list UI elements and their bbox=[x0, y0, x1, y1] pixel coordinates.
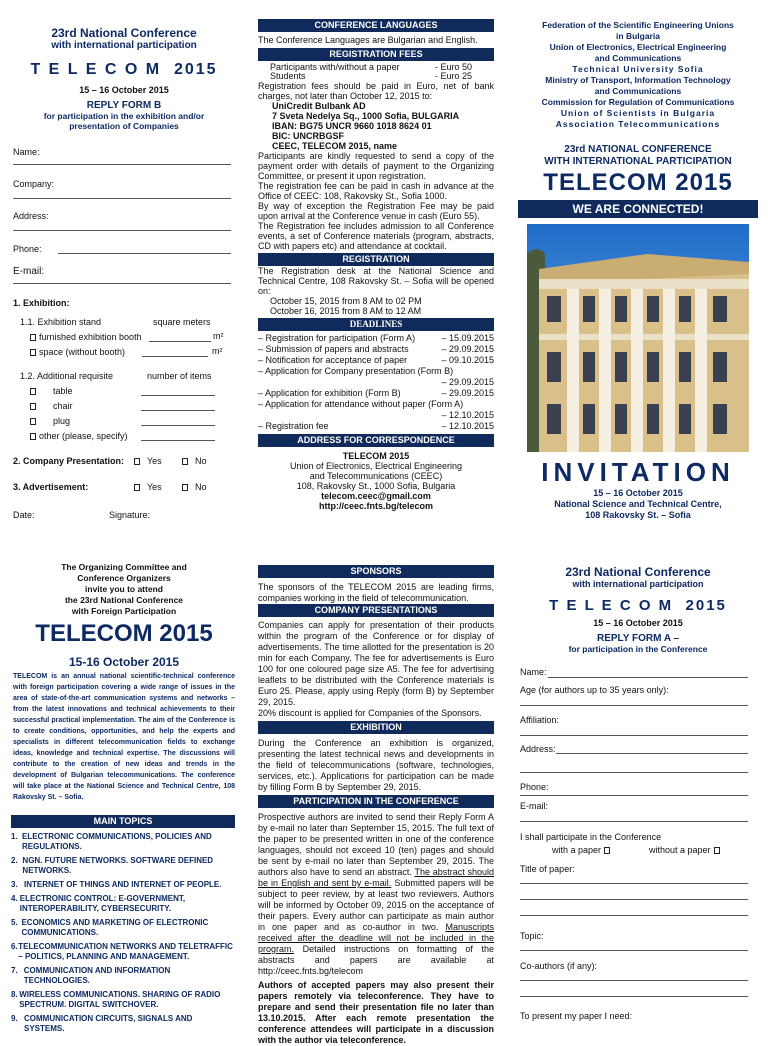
intro-text-lead: TELECOM bbox=[13, 673, 48, 680]
deadline-date: – 29.09.2015 bbox=[441, 344, 494, 354]
furnished-line[interactable] bbox=[149, 341, 211, 342]
deadline-label: – Submission of papers and abstracts bbox=[258, 344, 409, 354]
organizer: Union of Electronics, Electrical Engineering bbox=[549, 42, 727, 52]
yes-label: Yes bbox=[147, 456, 162, 466]
deadline-date: – 29.09.2015 bbox=[441, 377, 494, 387]
form-b-signature: Signature: bbox=[109, 510, 151, 520]
form-b-email-label: E-mail: bbox=[13, 266, 45, 277]
deadlines-header: DEADLINES bbox=[258, 318, 494, 331]
form-b-phone-line[interactable] bbox=[58, 253, 231, 254]
presentation-no-checkbox[interactable] bbox=[182, 458, 188, 465]
deadline-row bbox=[258, 421, 494, 432]
exhibition-text: During the Conference an exhibition is organized, presenting the latest technical news and developments in the field of telecommunications (software, technologies, services, etc.). Applications for participation can be made by filling Form B by September 29, 2015. bbox=[258, 738, 494, 792]
form-b-description: for participation in the exhibition and/or presentation of Companies bbox=[43, 111, 205, 131]
invitation-address: 108 Rakovsky St. – Sofia bbox=[585, 510, 691, 520]
form-a-reply: REPLY FORM A – bbox=[596, 633, 680, 644]
invite-line: invite you to attend bbox=[85, 584, 163, 594]
advert-no-checkbox[interactable] bbox=[182, 484, 188, 491]
form-a-coauthors-line-2[interactable] bbox=[520, 996, 748, 997]
topic-text: ELECTRONIC COMMUNICATIONS, POLICIES AND REGULATIONS. bbox=[22, 832, 212, 851]
cover-title bbox=[518, 144, 758, 168]
participation-text-2: Submitted papers will be subject to peer review, by at least two reviewers. Authors will be informed by October 09, 2015 on the acceptance of their papers. Every author can participate as main author in one paper and as co-author in two. bbox=[258, 878, 494, 932]
form-a-topic-label: Topic: bbox=[520, 931, 544, 941]
requisite-table[interactable] bbox=[30, 386, 73, 397]
form-a-age-label: Age (for authors up to 35 years only): bbox=[520, 685, 669, 695]
form-b-space[interactable] bbox=[30, 347, 125, 358]
form-a-title: 23rd National Conference bbox=[565, 565, 711, 579]
address-line: and Telecommunications (CEEC) bbox=[309, 471, 443, 481]
cover-title-line: WITH INTERNATIONAL PARTICIPATION bbox=[544, 156, 732, 167]
form-a-coauthors-label: Co-authors (if any): bbox=[520, 961, 598, 971]
deadline-row bbox=[258, 366, 494, 377]
space-label: space (without booth) bbox=[39, 347, 126, 357]
deadline-row bbox=[258, 333, 494, 344]
company-presentations-text: Companies can apply for presentation of their products within the program of the Conference or for display of advertisements. The time allotted for the presentation is 20 min for each Company. The fee for advertisements is Euro 100 for one coloured page size A5. The fee for advertising leaflets to be distributed with the Conference materials is Euro 25. Please, apply using Reply (form B) by September 29, 2015. bbox=[258, 620, 494, 707]
form-a-title-line-3[interactable] bbox=[520, 915, 748, 916]
invite-line: with Foreign Participation bbox=[71, 606, 177, 616]
lang-header: CONFERENCE LANGUAGES bbox=[258, 19, 494, 32]
bank-reference: CEEC, TELECOM 2015, name bbox=[272, 141, 398, 151]
email-link[interactable]: telecom.ceec@gmail.com bbox=[321, 491, 431, 501]
form-b-items: number of items bbox=[147, 371, 212, 381]
deadline-date: – 09.10.2015 bbox=[441, 355, 494, 365]
topic-text: ELECTRONIC CONTROL: E-GOVERNMENT, INTEROPERABILITY, CYBERSECURITY. bbox=[19, 894, 186, 913]
form-a-description: for participation in the Conference bbox=[568, 644, 708, 654]
fees-paragraph-5: The Registration fee includes admission to all Conference events, a set of Conference materials (program, abstracts, CD with papers etc) and attendance at cocktail. bbox=[258, 221, 494, 251]
deadline-date: – 12.10.2015 bbox=[441, 410, 494, 420]
invitation-dates: 15 – 16 October 2015 bbox=[593, 488, 683, 498]
form-a-present-label: To present my paper I need: bbox=[520, 1011, 633, 1021]
organizer: Ministry of Transport, Information Technology bbox=[545, 75, 731, 85]
intro-dates: 15-16 October 2015 bbox=[68, 655, 180, 669]
fee-row-2 bbox=[258, 72, 494, 81]
topic-text: NGN. FUTURE NETWORKS. SOFTWARE DEFINED NETWORKS. bbox=[22, 856, 214, 875]
address-header: ADDRESS FOR CORRESPONDENCE bbox=[258, 434, 494, 447]
form-b-telecom: T E L E C O M 2015 bbox=[30, 61, 218, 78]
fees-header: REGISTRATION FEES bbox=[258, 48, 494, 61]
topic-item: 2. NGN. FUTURE NETWORKS. SOFTWARE DEFINED NETWORKS. bbox=[11, 856, 235, 876]
plug-label: plug bbox=[53, 416, 71, 426]
topic-item: 9. COMMUNICATION CIRCUITS, SIGNALS AND SYSTEMS. bbox=[11, 1014, 235, 1034]
form-a-phone-label: Phone: bbox=[520, 782, 549, 792]
fee1-label: Participants with/without a paper bbox=[270, 62, 400, 72]
address-line: Union of Electronics, Electrical Engineering bbox=[289, 461, 463, 471]
furnished-checkbox[interactable] bbox=[30, 334, 36, 341]
no-label: No bbox=[195, 482, 207, 492]
form-a-title-label: Title of paper: bbox=[520, 864, 575, 874]
form-a-age-line[interactable] bbox=[520, 705, 748, 706]
registration-day-1: October 15, 2015 from 8 AM to 02 PM bbox=[270, 296, 422, 306]
topic-text: WIRELESS COMMUNICATIONS. SHARING OF RADIO SPECTRUM. DIGITAL SWITCHOVER. bbox=[19, 990, 221, 1009]
bank-address: 7 Sveta Nedelya Sq., 1000 Sofia, BULGARIA bbox=[272, 111, 460, 121]
registration-day-2: October 16, 2015 from 8 AM to 12 AM bbox=[270, 306, 422, 316]
sponsors-header: SPONSORS bbox=[258, 565, 494, 578]
presentation-yes[interactable] bbox=[134, 456, 162, 467]
requisite-chair[interactable] bbox=[30, 401, 73, 412]
form-a-address-line[interactable] bbox=[556, 753, 748, 754]
form-a-address-label: Address: bbox=[520, 744, 556, 754]
invitation-title: INVITATION bbox=[541, 457, 735, 487]
deadline-row bbox=[258, 399, 494, 410]
deadline-label: – Application for exhibition (Form B) bbox=[258, 388, 401, 398]
lang-text: The Conference Languages are Bulgarian and English. bbox=[258, 35, 478, 45]
with-paper-label: with a paper bbox=[552, 845, 602, 855]
form-b-company-label: Company: bbox=[13, 179, 55, 189]
intro-text bbox=[13, 671, 235, 803]
abstract-note: The abstract should be in English and sent by e-mail. bbox=[258, 867, 494, 888]
invite-line: the 23rd National Conference bbox=[64, 595, 184, 605]
deadline-row bbox=[258, 344, 494, 355]
form-b-title: 23rd National Conference bbox=[51, 26, 197, 40]
form-b-furnished[interactable] bbox=[30, 332, 142, 343]
form-a-header bbox=[518, 565, 758, 654]
form-a-telecom: T E L E C O M 2015 bbox=[549, 597, 727, 614]
other-checkbox[interactable] bbox=[30, 433, 36, 440]
cover-telecom: TELECOM 2015 bbox=[543, 169, 733, 196]
fees-paragraph-3: The registration fee can be paid in cash in advance at the Office of CEEC: 108, Rakovsky St., Sofia 1000. bbox=[258, 181, 494, 201]
fee2-label: Students bbox=[270, 71, 306, 81]
website-link[interactable]: http://ceec.fnts.bg/telecom bbox=[318, 501, 434, 511]
form-b-advert: 3. Advertisement: bbox=[13, 482, 89, 492]
other-label: other (please, specify) bbox=[39, 431, 128, 441]
form-b-subtitle: with international participation bbox=[51, 40, 197, 51]
sponsor-discount: 20% discount is applied for Companies of the Sponsors. bbox=[258, 708, 482, 718]
organizers-list bbox=[518, 20, 758, 130]
deadline-row bbox=[258, 388, 494, 399]
table-label: table bbox=[53, 386, 73, 396]
table-checkbox[interactable] bbox=[30, 388, 36, 395]
topic-item: 8. WIRELESS COMMUNICATIONS. SHARING OF RADIO SPECTRUM. DIGITAL SWITCHOVER. bbox=[11, 990, 235, 1010]
form-a-email-line[interactable] bbox=[520, 821, 748, 822]
form-a-name-line[interactable] bbox=[548, 677, 748, 678]
topic-item: 1. ELECTRONIC COMMUNICATIONS, POLICIES AND REGULATIONS. bbox=[11, 832, 235, 852]
registration-header: REGISTRATION bbox=[258, 253, 494, 266]
participation-text-3: Detailed instructions on formatting of the abstracts and papers are available at http://ceec.fnts.bg/telecom bbox=[258, 944, 494, 976]
invitation-venue: National Science and Technical Centre, bbox=[554, 499, 722, 509]
without-paper-checkbox[interactable] bbox=[714, 847, 720, 854]
requisite-plug[interactable] bbox=[30, 416, 70, 427]
organizer: Technical University Sofia bbox=[572, 64, 704, 74]
chair-checkbox[interactable] bbox=[30, 403, 36, 410]
topic-item: 4. ELECTRONIC CONTROL: E-GOVERNMENT, INTEROPERABILITY, CYBERSECURITY. bbox=[11, 894, 235, 914]
topic-item: 6. TELECOMMUNICATION NETWORKS AND TELETRAFFIC – POLITICS, PLANNING AND MANAGEMENT. bbox=[11, 942, 235, 962]
deadline-date: – 15.09.2015 bbox=[441, 333, 494, 343]
remote-presentation-text: Authors of accepted papers may also present their papers remotely via teleconference. They have to prepare and send their presentation file no later than 13.10.2015. After each remote presentation the conference attendees will participate in a discussion with the author via teleconference. bbox=[258, 980, 494, 1045]
other-line[interactable] bbox=[141, 440, 215, 441]
participation-header: PARTICIPATION IN THE CONFERENCE bbox=[258, 795, 494, 808]
invite-line: Conference Organizers bbox=[77, 573, 171, 583]
address-line: 108, Rakovsky St., 1000 Sofia, Bulgaria bbox=[296, 481, 456, 491]
presentation-yes-checkbox[interactable] bbox=[134, 458, 140, 465]
form-a-participate: I shall participate in the Conference bbox=[520, 832, 662, 842]
form-a-subtitle: with international participation bbox=[572, 579, 704, 589]
table-line[interactable] bbox=[141, 395, 215, 396]
registration-text: The Registration desk at the National Science and Technical Centre, 108 Rakovsky St. – Sofia will be opened on: bbox=[258, 266, 494, 296]
organizer: Union of Scientists in Bulgaria bbox=[560, 108, 716, 118]
form-a-email-label: E-mail: bbox=[520, 801, 549, 811]
fees-paragraph-2: Participants are kindly requested to send a copy of the payment order with details of payment to the Organizing Committee, or present it upon registration. bbox=[258, 151, 494, 181]
company-presentations-header: COMPANY PRESENTATIONS bbox=[258, 604, 494, 617]
invite-line: The Organizing Committee and bbox=[61, 562, 187, 572]
with-paper-checkbox[interactable] bbox=[604, 847, 610, 854]
topic-text: COMMUNICATION AND INFORMATION TECHNOLOGIES. bbox=[23, 966, 171, 985]
form-a-affiliation-line[interactable] bbox=[520, 735, 748, 736]
form-b-presentation: 2. Company Presentation: bbox=[13, 456, 125, 466]
bank-iban: IBAN: BG75 UNCR 9660 1018 8624 01 bbox=[272, 121, 432, 131]
form-a-title-line-1[interactable] bbox=[520, 883, 748, 884]
form-b-address-line[interactable] bbox=[13, 230, 231, 231]
organizer: Association Telecommunications bbox=[555, 119, 721, 129]
intro-text-body: is an annual national scientific-technical conference with foreign participation covering a wide range of issues in the area of state-of-the-art communication systems and networks – from the latest innovations and technical achievements to their successful practical implementation. The aim of the Conference is to create conditions, opportunities, and help the experts and specialists in different telecommunication fields to exchange ideas, knowledge and technical expertise. The discussions will contribute to the creation of new ideas and trends in the development of Bulgarian telecommunications. The conference will take place at the National Science and Technical Centre, 108 Rakovsky St. – Sofia. bbox=[13, 673, 235, 801]
form-a-address-line-2[interactable] bbox=[520, 772, 748, 773]
furnished-unit: m² bbox=[213, 331, 224, 341]
topics-list bbox=[11, 832, 235, 1038]
no-label: No bbox=[195, 456, 207, 466]
fee1-value: - Euro 50 bbox=[435, 62, 473, 72]
fees-paragraph-4: By way of exception the Registration Fee may be paid upon arrival at the Conference venue in cash (Euro 55). bbox=[258, 201, 494, 221]
organizer: and Communications bbox=[594, 86, 682, 96]
deadline-label: – Application for Company presentation (Form B) bbox=[258, 366, 454, 376]
form-a-title-line-2[interactable] bbox=[520, 899, 748, 900]
form-b-reply: REPLY FORM B bbox=[86, 100, 162, 111]
topic-text: TELECOMMUNICATION NETWORKS AND TELETRAFFIC – POLITICS, PLANNING AND MANAGEMENT. bbox=[18, 942, 233, 961]
form-a-topic-line[interactable] bbox=[520, 950, 748, 951]
slogan-banner: WE ARE CONNECTED! bbox=[518, 200, 758, 218]
advert-yes-checkbox[interactable] bbox=[134, 484, 140, 491]
address-block bbox=[258, 451, 494, 511]
intro-invite bbox=[8, 562, 240, 617]
form-a-phone-line[interactable] bbox=[520, 795, 748, 796]
topics-header: MAIN TOPICS bbox=[11, 815, 235, 828]
organizer: Commission for Regulation of Communications bbox=[541, 97, 735, 107]
intro-telecom: TELECOM 2015 bbox=[35, 620, 213, 647]
fees-paragraph-1: Registration fees should be paid in Euro, net of bank charges, not later than October 12, 2015 to: bbox=[258, 81, 494, 101]
topic-item: 7. COMMUNICATION AND INFORMATION TECHNOLOGIES. bbox=[11, 966, 235, 986]
form-a-name-label: Name: bbox=[520, 667, 547, 677]
info-panel-2 bbox=[258, 565, 494, 1045]
topic-item: 5. ECONOMICS AND MARKETING OF ELECTRONIC COMMUNICATIONS. bbox=[11, 918, 235, 938]
chair-line[interactable] bbox=[141, 410, 215, 411]
form-b-name-label: Name: bbox=[13, 147, 40, 157]
bank-details bbox=[258, 101, 494, 151]
deadline-row bbox=[258, 410, 494, 421]
form-b-date: Date: bbox=[13, 510, 35, 520]
chair-label: chair bbox=[53, 401, 73, 411]
form-a-affiliation-label: Affiliation: bbox=[520, 715, 559, 725]
form-b-email-line[interactable] bbox=[13, 283, 231, 284]
deadline-row bbox=[258, 355, 494, 366]
organizer: and Communications bbox=[594, 53, 682, 63]
advert-yes[interactable] bbox=[134, 482, 162, 493]
form-b-requisite: 1.2. Additional requisite bbox=[20, 371, 114, 381]
yes-label: Yes bbox=[147, 482, 162, 492]
space-unit: m² bbox=[212, 346, 223, 356]
form-b-company-line[interactable] bbox=[13, 198, 231, 199]
deadline-label: – Application for attendance without paper (Form A) bbox=[258, 399, 464, 409]
building-photo bbox=[527, 224, 749, 452]
topic-text: INTERNET OF THINGS AND INTERNET OF PEOPLE. bbox=[24, 880, 222, 889]
invitation-details bbox=[518, 488, 758, 521]
fee2-value: - Euro 25 bbox=[435, 71, 473, 81]
deadline-label: – Registration fee bbox=[258, 421, 329, 431]
deadline-date: – 29.09.2015 bbox=[441, 388, 494, 398]
organizer: Federation of the Scientific Engineering Unions bbox=[542, 20, 734, 30]
participation-text-1: Prospective authors are invited to send their Reply Form A by e-mail no later than September 15, 2015. The full text of the paper to be presented written in one of the conference languages, should not exceed 10 (ten) pages and should be sent by e-mail no later than September 29, 2015. The authors also have to send an abstract. bbox=[258, 812, 494, 877]
form-b-address-label: Address: bbox=[13, 211, 49, 221]
deadlines-list bbox=[258, 333, 494, 432]
form-b-name-line[interactable] bbox=[13, 164, 231, 165]
form-b-phone-label: Phone: bbox=[13, 244, 42, 254]
deadline-label: – Notification for acceptance of paper bbox=[258, 355, 408, 365]
topic-text: ECONOMICS AND MARKETING OF ELECTRONIC COMMUNICATIONS. bbox=[21, 918, 209, 937]
plug-line[interactable] bbox=[141, 425, 215, 426]
advert-no[interactable] bbox=[182, 482, 207, 493]
form-b-sqm: square meters bbox=[153, 317, 211, 327]
exhibition-header: EXHIBITION bbox=[258, 721, 494, 734]
deadline-date: – 12.10.2015 bbox=[441, 421, 494, 431]
organizer: in Bulgaria bbox=[616, 31, 660, 41]
address-title: TELECOM 2015 bbox=[342, 451, 410, 461]
deadline-row bbox=[258, 377, 494, 388]
cover-title-line: 23rd NATIONAL CONFERENCE bbox=[564, 144, 712, 155]
info-panel bbox=[258, 19, 494, 511]
space-checkbox[interactable] bbox=[30, 349, 36, 356]
deadline-note: Manuscripts received after the deadline will not be included in the program. bbox=[258, 922, 494, 954]
sponsors-text: The sponsors of the TELECOM 2015 are leading firms, companies working in the field of telecommunication. bbox=[258, 582, 494, 603]
space-line[interactable] bbox=[142, 356, 208, 357]
furnished-label: furnished exhibition booth bbox=[39, 332, 142, 342]
plug-checkbox[interactable] bbox=[30, 418, 36, 425]
bank-name: UniCredit Bulbank AD bbox=[272, 101, 366, 111]
requisite-other[interactable] bbox=[30, 431, 128, 442]
topic-text: COMMUNICATION CIRCUITS, SIGNALS AND SYSTEMS. bbox=[24, 1014, 193, 1033]
form-b-exhibition: 1. Exhibition: bbox=[13, 298, 70, 308]
deadline-label: – Registration for participation (Form A) bbox=[258, 333, 416, 343]
form-a-dates: 15 – 16 October 2015 bbox=[593, 618, 683, 628]
presentation-no[interactable] bbox=[182, 456, 207, 467]
bank-bic: BIC: UNCRBGSF bbox=[272, 131, 344, 141]
without-paper-option[interactable] bbox=[649, 845, 723, 856]
form-b-stand: 1.1. Exhibition stand bbox=[20, 317, 102, 327]
with-paper-option[interactable] bbox=[552, 845, 613, 856]
form-a-coauthors-line-1[interactable] bbox=[520, 980, 748, 981]
without-paper-label: without a paper bbox=[649, 845, 711, 855]
participation-text bbox=[258, 812, 494, 977]
topic-item: 3. INTERNET OF THINGS AND INTERNET OF PEOPLE. bbox=[11, 880, 222, 889]
form-b-dates: 15 – 16 October 2015 bbox=[79, 85, 169, 95]
